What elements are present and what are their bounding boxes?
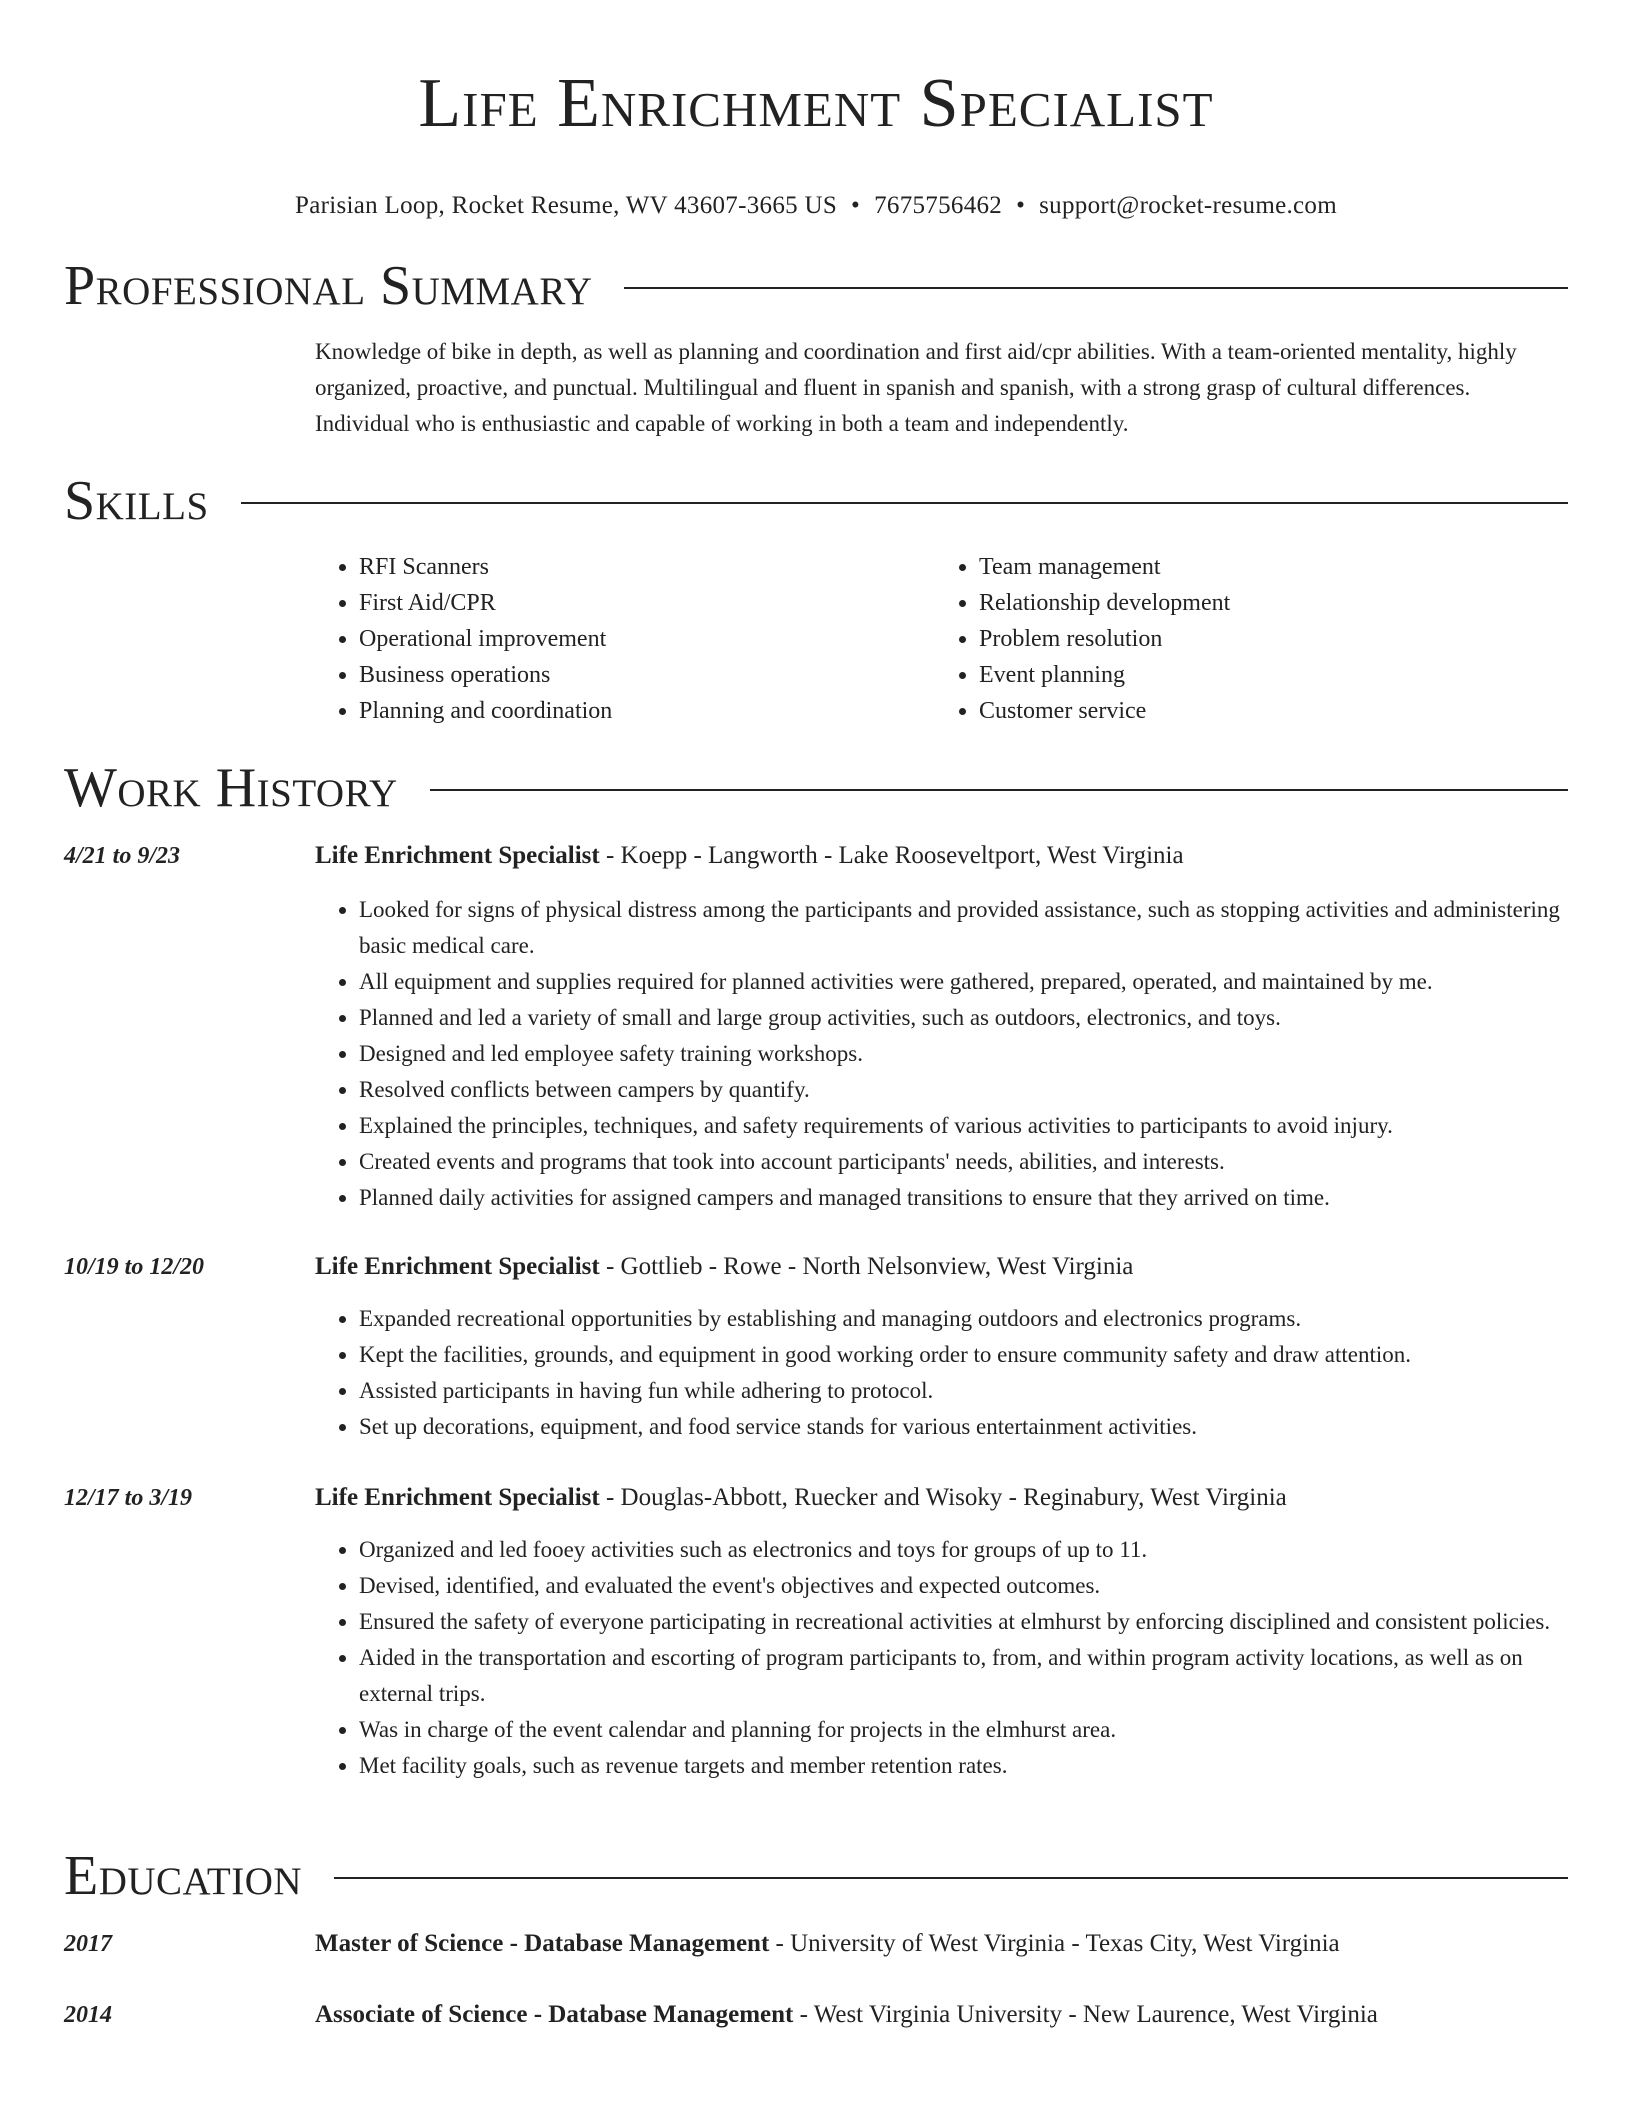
resume-page <box>64 0 1568 2028</box>
dash: - <box>599 1484 621 1511</box>
contact-separator: • <box>1016 192 1026 219</box>
job-bullet: • Resolved conflicts between campers by quantify. <box>359 1072 1568 1108</box>
summary-section-header <box>64 254 1568 318</box>
job-bullet: • Planned daily activities for assigned campers and managed transitions to ensure that they arrived on time. <box>359 1180 1568 1216</box>
job-bullet: • Ensured the safety of everyone participating in recreational activities at elmhurst by enforcing disciplined and consistent policies. <box>359 1604 1568 1640</box>
education-degree: Associate of Science - Database Management <box>315 2001 794 2028</box>
work-section-header <box>64 756 1568 820</box>
job-dates: 4/21 to 9/23 <box>64 843 181 869</box>
skills-list <box>315 549 1568 729</box>
skill-item: • RFI Scanners <box>359 549 935 585</box>
job-bullet: • Explained the principles, techniques, and safety requirements of various activities to participants to avoid injury. <box>359 1108 1568 1144</box>
summary-section-title: Professional Summary <box>64 255 593 317</box>
job-bullet: • Was in charge of the event calendar and planning for projects in the elmhurst area. <box>359 1712 1568 1748</box>
skill-item: • Event planning <box>979 657 1555 693</box>
education-section-title: Education <box>64 1845 303 1907</box>
skills-section-header <box>64 469 1568 533</box>
skill-item: • Team management <box>979 549 1555 585</box>
job-title: Life Enrichment Specialist <box>315 842 600 869</box>
skills-column-left <box>315 549 935 729</box>
education-details: University of West Virginia - Texas City, West Virginia <box>790 1930 1340 1957</box>
section-divider <box>334 1877 1568 1879</box>
summary-paragraph: Knowledge of bike in depth, as well as planning and coordination and first aid/cpr abilities. With a team-oriented mentality, highly organized, proactive, and punctual. Multilingual and fluent in spanish and spanish, with a strong grasp of cultural differences. Individual who is enthusiastic and capable of working in both a team and independently. <box>315 339 1517 436</box>
contact-line <box>64 190 1568 222</box>
job-dates: 12/17 to 3/19 <box>64 1485 193 1511</box>
job-title-line <box>315 838 1184 874</box>
education-year: 2014 <box>64 2002 112 2028</box>
job-bullets <box>315 892 1568 1216</box>
job-details: Koepp - Langworth - Lake Rooseveltport, West Virginia <box>620 842 1184 869</box>
job-bullet: • Met facility goals, such as revenue targets and member retention rates. <box>359 1748 1568 1784</box>
job-bullet: • All equipment and supplies required for planned activities were gathered, prepared, operated, and maintained by me. <box>359 964 1568 1000</box>
job-details: Gottlieb - Rowe - North Nelsonview, West Virginia <box>620 1253 1134 1280</box>
contact-email: support@rocket-resume.com <box>1039 192 1337 219</box>
job-bullet: • Expanded recreational opportunities by establishing and managing outdoors and electronics programs. <box>359 1301 1568 1337</box>
skill-item: • Business operations <box>359 657 935 693</box>
education-section-header <box>64 1844 1568 1908</box>
job-title: Life Enrichment Specialist <box>315 1484 600 1511</box>
dash: - <box>599 842 621 869</box>
skill-item: • Planning and coordination <box>359 693 935 729</box>
job-title-line <box>315 1480 1287 1516</box>
skill-item: • Operational improvement <box>359 621 935 657</box>
job-title-line <box>315 1249 1133 1285</box>
skill-item: • Relationship development <box>979 585 1555 621</box>
skill-item: • Customer service <box>979 693 1555 729</box>
job-bullet: • Looked for signs of physical distress among the participants and provided assistance, such as stopping activities and administering basic medical care. <box>359 892 1568 964</box>
education-year: 2017 <box>64 1931 112 1957</box>
job-title: Life Enrichment Specialist <box>315 1253 600 1280</box>
dash: - <box>599 1253 621 1280</box>
job-bullet: • Devised, identified, and evaluated the event's objectives and expected outcomes. <box>359 1568 1568 1604</box>
job-bullet: • Kept the facilities, grounds, and equipment in good working order to ensure community safety and draw attention. <box>359 1337 1568 1373</box>
education-degree: Master of Science - Database Management <box>315 1930 770 1957</box>
skills-column-right <box>935 549 1555 729</box>
section-divider <box>624 287 1568 289</box>
job-bullet: • Planned and led a variety of small and large group activities, such as outdoors, electronics, and toys. <box>359 1000 1568 1036</box>
contact-phone: 7675756462 <box>874 192 1003 219</box>
education-details: West Virginia University - New Laurence, West Virginia <box>813 2001 1378 2028</box>
education-line <box>315 1997 1378 2033</box>
job-bullet: • Organized and led fooey activities such as electronics and toys for groups of up to 11. <box>359 1532 1568 1568</box>
job-bullet: • Set up decorations, equipment, and food service stands for various entertainment activities. <box>359 1409 1568 1445</box>
section-divider <box>430 789 1568 791</box>
job-bullet: • Created events and programs that took into account participants' needs, abilities, and interests. <box>359 1144 1568 1180</box>
contact-address: Parisian Loop, Rocket Resume, WV 43607-3665 US <box>295 192 838 219</box>
dash: - <box>769 1930 791 1957</box>
skill-item: • Problem resolution <box>979 621 1555 657</box>
section-divider <box>241 502 1568 504</box>
job-bullets <box>315 1301 1568 1445</box>
job-bullet: • Designed and led employee safety training workshops. <box>359 1036 1568 1072</box>
skills-section-title: Skills <box>64 470 209 532</box>
job-bullet: • Assisted participants in having fun while adhering to protocol. <box>359 1373 1568 1409</box>
job-dates: 10/19 to 12/20 <box>64 1254 205 1280</box>
dash: - <box>793 2001 814 2028</box>
education-line <box>315 1926 1340 1962</box>
job-bullet: • Aided in the transportation and escorting of program participants to, from, and within program activity locations, as well as on external trips. <box>359 1640 1568 1712</box>
work-section-title: Work History <box>64 757 398 819</box>
contact-separator: • <box>851 192 861 219</box>
resume-name-heading: Life Enrichment Specialist <box>418 65 1214 142</box>
job-details: Douglas-Abbott, Ruecker and Wisoky - Reginabury, West Virginia <box>620 1484 1287 1511</box>
skill-item: • First Aid/CPR <box>359 585 935 621</box>
job-bullets <box>315 1532 1568 1784</box>
